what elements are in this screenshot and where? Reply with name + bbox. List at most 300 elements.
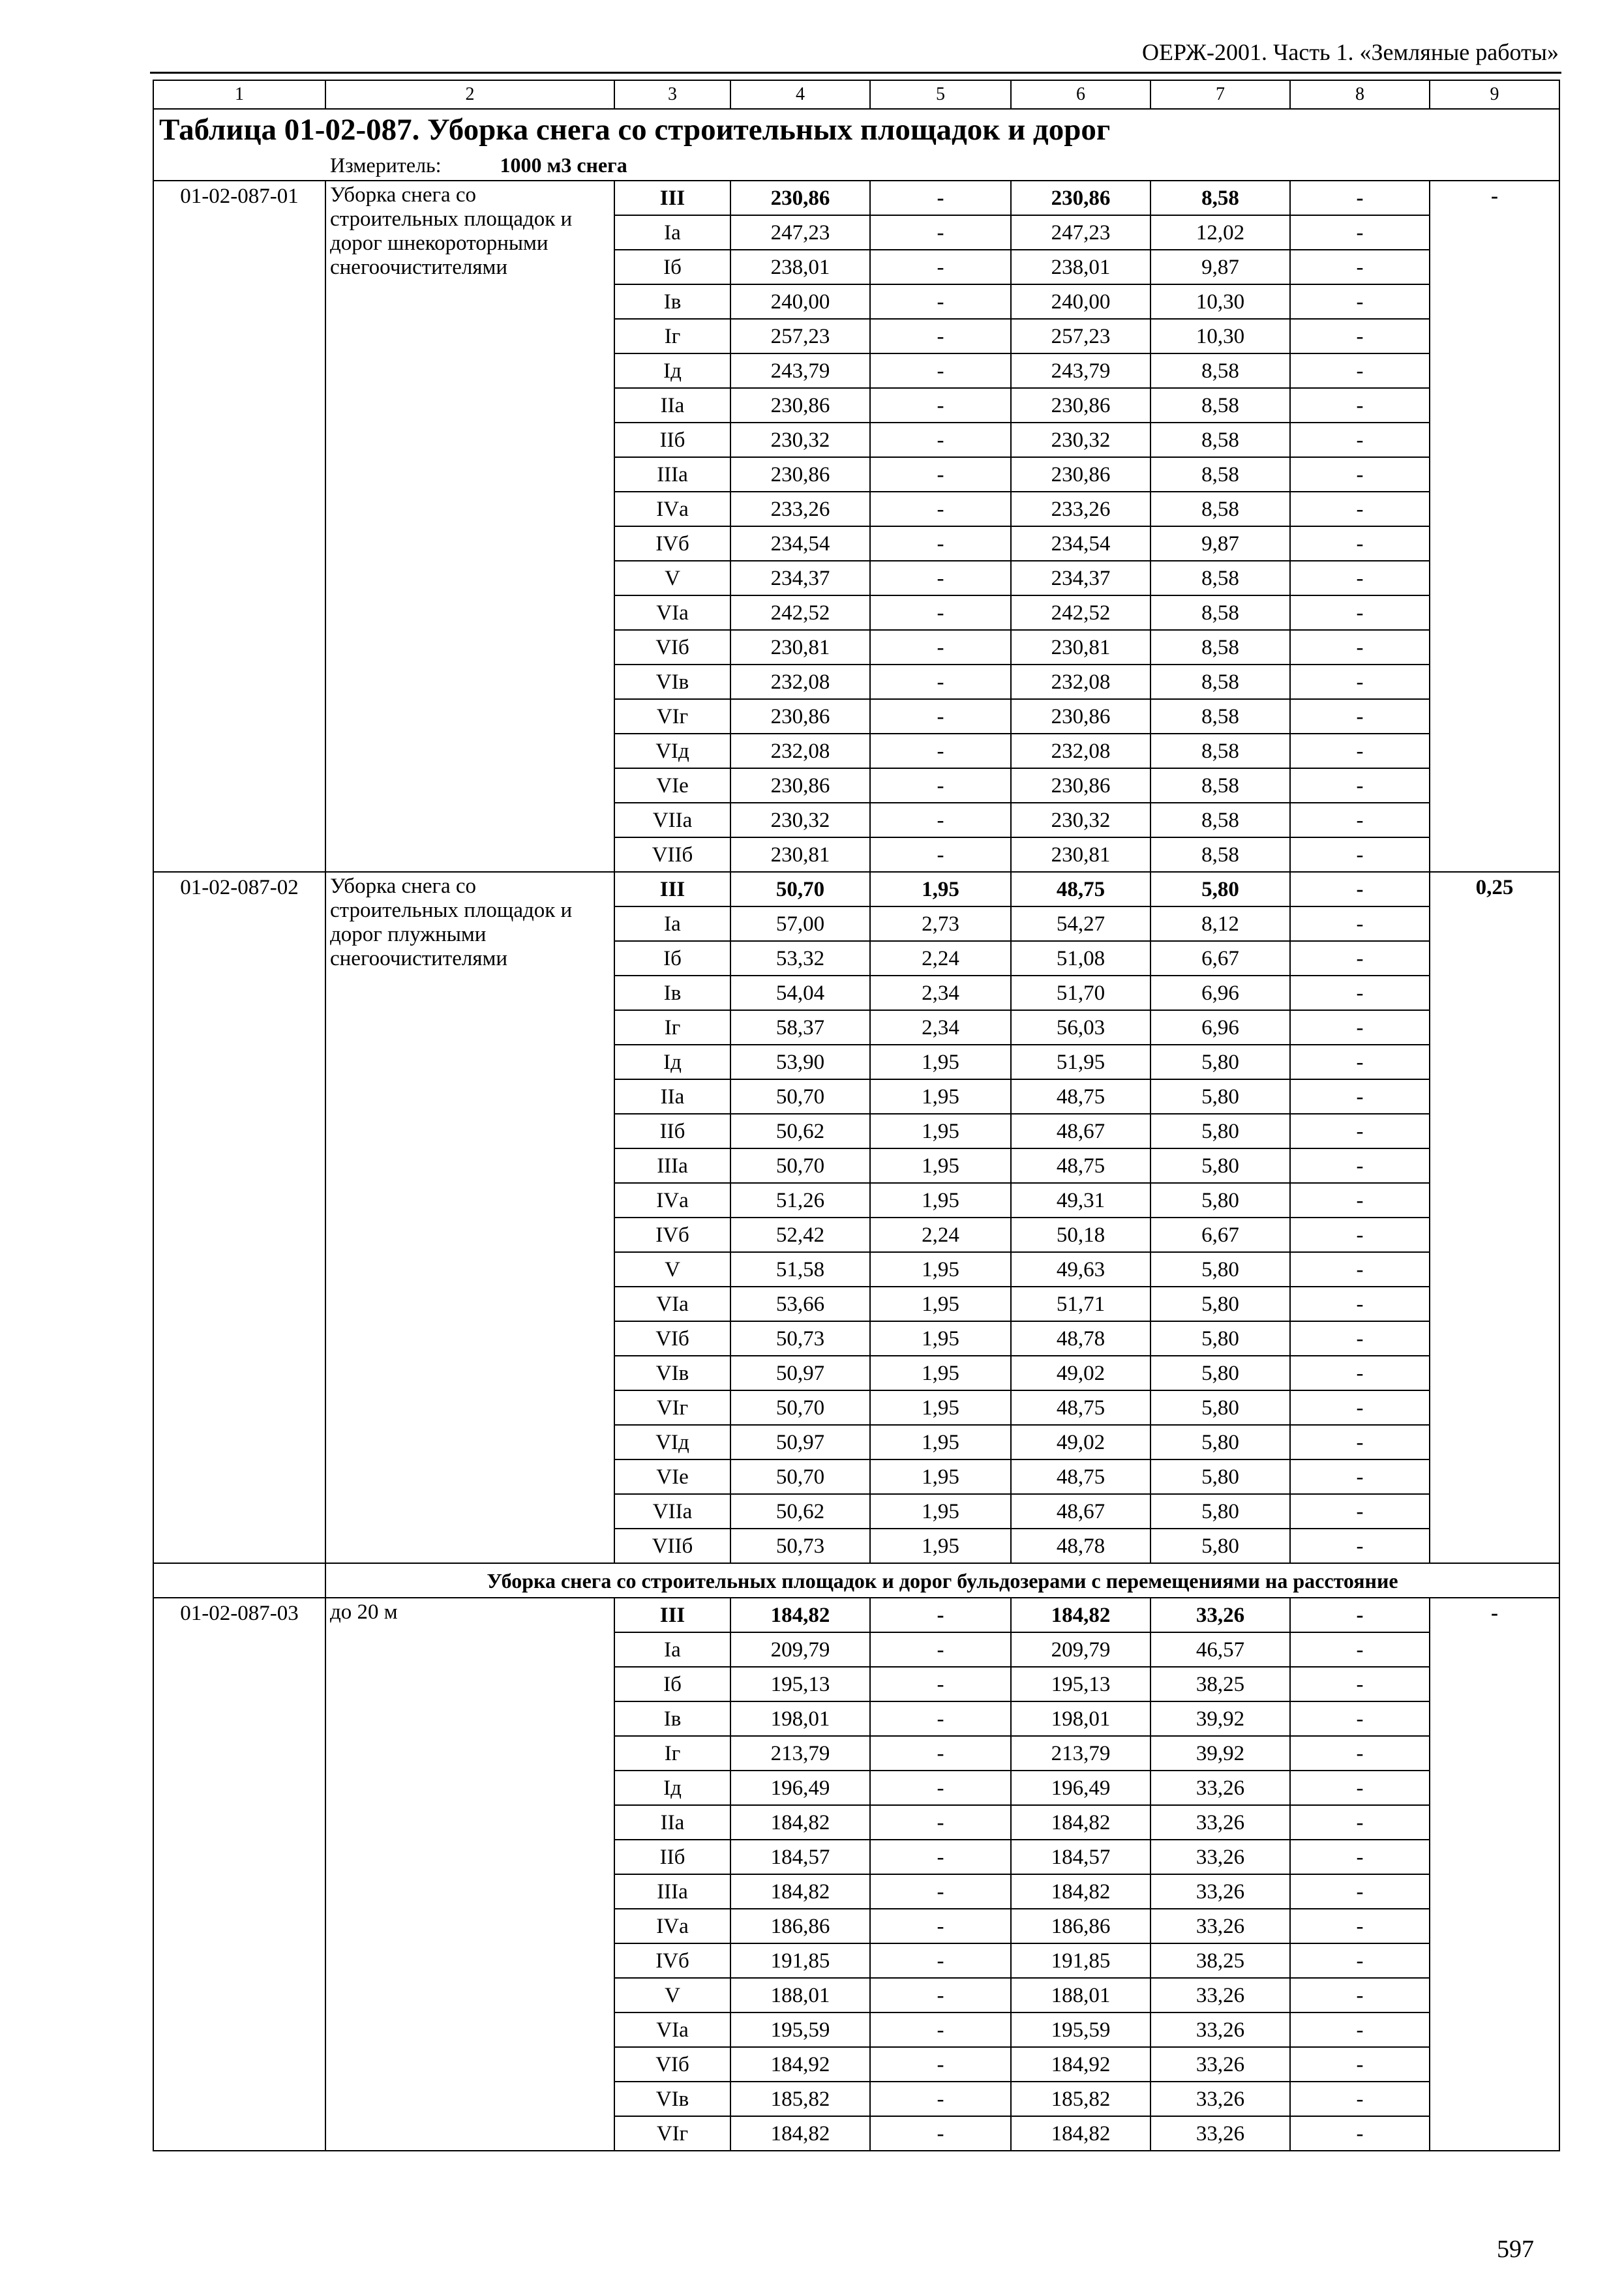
machine-costs: 184,82 [1011, 2116, 1150, 2151]
machine-costs: 234,37 [1011, 561, 1150, 595]
region-code: VIв [614, 1356, 730, 1390]
materials: - [1290, 1632, 1430, 1667]
region-code: IIIа [614, 1874, 730, 1909]
worker-wages: 1,95 [870, 1183, 1011, 1218]
machinist-wages: 5,80 [1150, 1321, 1290, 1356]
col9-value: - [1430, 181, 1559, 872]
worker-wages: - [870, 284, 1011, 319]
direct-costs: 209,79 [730, 1632, 870, 1667]
region-code: IVа [614, 1183, 730, 1218]
region-code: IVб [614, 526, 730, 561]
direct-costs: 50,73 [730, 1321, 870, 1356]
materials: - [1290, 2116, 1430, 2151]
subheader-text: Уборка снега со строительных площадок и дорог бульдозерами с перемещениями на расстояние [325, 1563, 1559, 1598]
column-number: 5 [870, 80, 1011, 109]
materials: - [1290, 1321, 1430, 1356]
machine-costs: 247,23 [1011, 215, 1150, 250]
region-code: IIIа [614, 457, 730, 492]
region-code: VIIа [614, 1494, 730, 1529]
region-code: V [614, 561, 730, 595]
direct-costs: 184,82 [730, 1598, 870, 1632]
direct-costs: 238,01 [730, 250, 870, 284]
machinist-wages: 5,80 [1150, 1079, 1290, 1114]
worker-wages: 2,34 [870, 976, 1011, 1010]
materials: - [1290, 1943, 1430, 1978]
region-code: VIе [614, 1459, 730, 1494]
column-number-row [153, 80, 1559, 109]
machinist-wages: 8,58 [1150, 630, 1290, 665]
machinist-wages: 8,58 [1150, 561, 1290, 595]
region-code: III [614, 1598, 730, 1632]
machinist-wages: 46,57 [1150, 1632, 1290, 1667]
region-code: V [614, 1978, 730, 2012]
norm-description: Уборка снега со строительных площадок и дорог шнекороторными снегоочистителями [325, 181, 614, 872]
machine-costs: 230,81 [1011, 837, 1150, 872]
machinist-wages: 5,80 [1150, 1356, 1290, 1390]
direct-costs: 50,73 [730, 1529, 870, 1563]
machine-costs: 233,26 [1011, 492, 1150, 526]
machinist-wages: 10,30 [1150, 319, 1290, 353]
worker-wages: 1,95 [870, 1390, 1011, 1425]
machine-costs: 209,79 [1011, 1632, 1150, 1667]
machine-costs: 49,31 [1011, 1183, 1150, 1218]
worker-wages: - [870, 2012, 1011, 2047]
column-number: 8 [1290, 80, 1430, 109]
direct-costs: 195,59 [730, 2012, 870, 2047]
materials: - [1290, 906, 1430, 941]
direct-costs: 242,52 [730, 595, 870, 630]
region-code: Iв [614, 1701, 730, 1736]
worker-wages: - [870, 423, 1011, 457]
direct-costs: 51,26 [730, 1183, 870, 1218]
direct-costs: 184,82 [730, 1805, 870, 1840]
worker-wages: - [870, 388, 1011, 423]
machine-costs: 234,54 [1011, 526, 1150, 561]
machinist-wages: 12,02 [1150, 215, 1290, 250]
region-code: Iб [614, 1667, 730, 1701]
machinist-wages: 8,58 [1150, 181, 1290, 215]
worker-wages: - [870, 319, 1011, 353]
materials: - [1290, 1840, 1430, 1874]
worker-wages: 1,95 [870, 872, 1011, 906]
machine-costs: 48,75 [1011, 872, 1150, 906]
machinist-wages: 33,26 [1150, 2047, 1290, 2082]
worker-wages: - [870, 250, 1011, 284]
column-number: 2 [325, 80, 614, 109]
machine-costs: 257,23 [1011, 319, 1150, 353]
machinist-wages: 8,58 [1150, 353, 1290, 388]
machinist-wages: 33,26 [1150, 2082, 1290, 2116]
direct-costs: 243,79 [730, 353, 870, 388]
materials: - [1290, 388, 1430, 423]
machine-costs: 50,18 [1011, 1218, 1150, 1252]
materials: - [1290, 1148, 1430, 1183]
table-row [153, 1598, 1559, 1632]
machine-costs: 242,52 [1011, 595, 1150, 630]
materials: - [1290, 1667, 1430, 1701]
region-code: VIв [614, 2082, 730, 2116]
table-body [153, 80, 1559, 2151]
machinist-wages: 33,26 [1150, 2116, 1290, 2151]
materials: - [1290, 1079, 1430, 1114]
machinist-wages: 5,80 [1150, 1459, 1290, 1494]
region-code: VIб [614, 2047, 730, 2082]
machine-costs: 48,78 [1011, 1321, 1150, 1356]
machine-costs: 48,75 [1011, 1148, 1150, 1183]
machine-costs: 230,86 [1011, 181, 1150, 215]
worker-wages: 1,95 [870, 1356, 1011, 1390]
page-number: 597 [1497, 2236, 1534, 2263]
materials: - [1290, 1183, 1430, 1218]
worker-wages: 1,95 [870, 1529, 1011, 1563]
region-code: IVб [614, 1218, 730, 1252]
materials: - [1290, 1218, 1430, 1252]
machine-costs: 185,82 [1011, 2082, 1150, 2116]
machinist-wages: 6,67 [1150, 941, 1290, 976]
materials: - [1290, 630, 1430, 665]
direct-costs: 191,85 [730, 1943, 870, 1978]
worker-wages: - [870, 353, 1011, 388]
region-code: Iд [614, 353, 730, 388]
materials: - [1290, 492, 1430, 526]
direct-costs: 50,62 [730, 1114, 870, 1148]
machine-costs: 243,79 [1011, 353, 1150, 388]
machine-costs: 195,13 [1011, 1667, 1150, 1701]
worker-wages: 1,95 [870, 1459, 1011, 1494]
machinist-wages: 39,92 [1150, 1701, 1290, 1736]
direct-costs: 53,66 [730, 1287, 870, 1321]
region-code: VIа [614, 595, 730, 630]
materials: - [1290, 1771, 1430, 1805]
machinist-wages: 33,26 [1150, 1909, 1290, 1943]
materials: - [1290, 1874, 1430, 1909]
machinist-wages: 8,58 [1150, 388, 1290, 423]
materials: - [1290, 250, 1430, 284]
region-code: VIг [614, 699, 730, 734]
machine-costs: 230,86 [1011, 699, 1150, 734]
machine-costs: 51,70 [1011, 976, 1150, 1010]
direct-costs: 57,00 [730, 906, 870, 941]
direct-costs: 58,37 [730, 1010, 870, 1045]
machinist-wages: 8,58 [1150, 665, 1290, 699]
region-code: IVа [614, 1909, 730, 1943]
machine-costs: 186,86 [1011, 1909, 1150, 1943]
direct-costs: 50,97 [730, 1356, 870, 1390]
region-code: Iд [614, 1045, 730, 1079]
machinist-wages: 8,58 [1150, 699, 1290, 734]
direct-costs: 185,82 [730, 2082, 870, 2116]
region-code: VIд [614, 734, 730, 768]
machine-costs: 184,92 [1011, 2047, 1150, 2082]
region-code: Iб [614, 250, 730, 284]
subheader-row [153, 1563, 1559, 1598]
machinist-wages: 33,26 [1150, 1978, 1290, 2012]
direct-costs: 213,79 [730, 1736, 870, 1771]
machinist-wages: 8,58 [1150, 803, 1290, 837]
worker-wages: - [870, 561, 1011, 595]
worker-wages: 2,24 [870, 941, 1011, 976]
machine-costs: 49,02 [1011, 1425, 1150, 1459]
materials: - [1290, 976, 1430, 1010]
region-code: Iв [614, 976, 730, 1010]
worker-wages: - [870, 1874, 1011, 1909]
direct-costs: 53,90 [730, 1045, 870, 1079]
region-code: VIг [614, 1390, 730, 1425]
direct-costs: 195,13 [730, 1667, 870, 1701]
region-code: Iб [614, 941, 730, 976]
materials: - [1290, 595, 1430, 630]
worker-wages: 1,95 [870, 1079, 1011, 1114]
machinist-wages: 9,87 [1150, 526, 1290, 561]
region-code: Iв [614, 284, 730, 319]
worker-wages: 2,24 [870, 1218, 1011, 1252]
machinist-wages: 6,67 [1150, 1218, 1290, 1252]
machine-costs: 184,82 [1011, 1598, 1150, 1632]
machinist-wages: 9,87 [1150, 250, 1290, 284]
worker-wages: - [870, 1978, 1011, 2012]
machine-costs: 48,75 [1011, 1079, 1150, 1114]
worker-wages: - [870, 1667, 1011, 1701]
materials: - [1290, 526, 1430, 561]
machine-costs: 195,59 [1011, 2012, 1150, 2047]
col9-value: 0,25 [1430, 872, 1559, 1563]
materials: - [1290, 1356, 1430, 1390]
worker-wages: - [870, 768, 1011, 803]
materials: - [1290, 561, 1430, 595]
worker-wages: - [870, 215, 1011, 250]
machine-costs: 184,82 [1011, 1805, 1150, 1840]
worker-wages: 1,95 [870, 1114, 1011, 1148]
worker-wages: - [870, 1736, 1011, 1771]
direct-costs: 186,86 [730, 1909, 870, 1943]
direct-costs: 198,01 [730, 1701, 870, 1736]
measure-label: Измеритель: [330, 153, 442, 177]
region-code: VIIб [614, 837, 730, 872]
machine-costs: 56,03 [1011, 1010, 1150, 1045]
machinist-wages: 33,26 [1150, 1805, 1290, 1840]
machine-costs: 198,01 [1011, 1701, 1150, 1736]
running-header: ОЕРЖ-2001. Часть 1. «Земляные работы» [1142, 39, 1559, 65]
materials: - [1290, 1425, 1430, 1459]
machine-costs: 48,67 [1011, 1494, 1150, 1529]
region-code: VIа [614, 2012, 730, 2047]
worker-wages: - [870, 1771, 1011, 1805]
direct-costs: 257,23 [730, 319, 870, 353]
machine-costs: 240,00 [1011, 284, 1150, 319]
machine-costs: 230,32 [1011, 803, 1150, 837]
region-code: IIб [614, 1114, 730, 1148]
machinist-wages: 5,80 [1150, 1529, 1290, 1563]
machinist-wages: 33,26 [1150, 1598, 1290, 1632]
worker-wages: - [870, 1632, 1011, 1667]
machine-costs: 49,02 [1011, 1356, 1150, 1390]
table-row [153, 181, 1559, 215]
worker-wages: - [870, 181, 1011, 215]
worker-wages: 1,95 [870, 1252, 1011, 1287]
worker-wages: - [870, 803, 1011, 837]
region-code: III [614, 872, 730, 906]
materials: - [1290, 1494, 1430, 1529]
materials: - [1290, 353, 1430, 388]
direct-costs: 232,08 [730, 734, 870, 768]
norm-code: 01-02-087-03 [153, 1598, 325, 2151]
machine-costs: 230,86 [1011, 388, 1150, 423]
machinist-wages: 5,80 [1150, 872, 1290, 906]
machine-costs: 213,79 [1011, 1736, 1150, 1771]
region-code: IIа [614, 1805, 730, 1840]
materials: - [1290, 803, 1430, 837]
worker-wages: 1,95 [870, 1494, 1011, 1529]
direct-costs: 50,70 [730, 1390, 870, 1425]
materials: - [1290, 665, 1430, 699]
table-row [153, 872, 1559, 906]
materials: - [1290, 1598, 1430, 1632]
direct-costs: 230,86 [730, 388, 870, 423]
direct-costs: 230,81 [730, 837, 870, 872]
worker-wages: - [870, 526, 1011, 561]
header-rule [150, 72, 1561, 74]
worker-wages: 1,95 [870, 1148, 1011, 1183]
worker-wages: - [870, 2116, 1011, 2151]
region-code: VIв [614, 665, 730, 699]
worker-wages: - [870, 837, 1011, 872]
machine-costs: 184,57 [1011, 1840, 1150, 1874]
machinist-wages: 5,80 [1150, 1494, 1290, 1529]
materials: - [1290, 872, 1430, 906]
direct-costs: 232,08 [730, 665, 870, 699]
direct-costs: 51,58 [730, 1252, 870, 1287]
machinist-wages: 33,26 [1150, 2012, 1290, 2047]
direct-costs: 188,01 [730, 1978, 870, 2012]
machine-costs: 48,67 [1011, 1114, 1150, 1148]
direct-costs: 233,26 [730, 492, 870, 526]
region-code: Iг [614, 1010, 730, 1045]
machinist-wages: 8,12 [1150, 906, 1290, 941]
measure-value: 1000 м3 снега [500, 153, 627, 177]
machine-costs: 54,27 [1011, 906, 1150, 941]
materials: - [1290, 1252, 1430, 1287]
norm-code: 01-02-087-01 [153, 181, 325, 872]
norm-code: 01-02-087-02 [153, 872, 325, 1563]
machine-costs: 51,71 [1011, 1287, 1150, 1321]
worker-wages: - [870, 734, 1011, 768]
region-code: VIг [614, 2116, 730, 2151]
materials: - [1290, 457, 1430, 492]
region-code: VIIа [614, 803, 730, 837]
price-table [153, 80, 1560, 2151]
worker-wages: - [870, 699, 1011, 734]
machine-costs: 48,78 [1011, 1529, 1150, 1563]
worker-wages: 1,95 [870, 1287, 1011, 1321]
machine-costs: 232,08 [1011, 734, 1150, 768]
region-code: IVб [614, 1943, 730, 1978]
machinist-wages: 5,80 [1150, 1148, 1290, 1183]
machine-costs: 230,32 [1011, 423, 1150, 457]
direct-costs: 230,32 [730, 803, 870, 837]
region-code: IIа [614, 1079, 730, 1114]
machine-costs: 184,82 [1011, 1874, 1150, 1909]
col9-value: - [1430, 1598, 1559, 2151]
machinist-wages: 5,80 [1150, 1252, 1290, 1287]
machinist-wages: 5,80 [1150, 1287, 1290, 1321]
direct-costs: 230,86 [730, 457, 870, 492]
materials: - [1290, 1390, 1430, 1425]
machinist-wages: 5,80 [1150, 1045, 1290, 1079]
machinist-wages: 8,58 [1150, 734, 1290, 768]
column-number: 7 [1150, 80, 1290, 109]
worker-wages: - [870, 1943, 1011, 1978]
column-number: 9 [1430, 80, 1559, 109]
materials: - [1290, 941, 1430, 976]
direct-costs: 240,00 [730, 284, 870, 319]
measure-row [153, 150, 1559, 181]
machinist-wages: 5,80 [1150, 1425, 1290, 1459]
column-number: 6 [1011, 80, 1150, 109]
direct-costs: 50,62 [730, 1494, 870, 1529]
direct-costs: 184,57 [730, 1840, 870, 1874]
norm-description: до 20 м [325, 1598, 614, 2151]
direct-costs: 230,86 [730, 768, 870, 803]
materials: - [1290, 215, 1430, 250]
machinist-wages: 8,58 [1150, 768, 1290, 803]
region-code: VIд [614, 1425, 730, 1459]
machine-costs: 191,85 [1011, 1943, 1150, 1978]
machine-costs: 51,08 [1011, 941, 1150, 976]
materials: - [1290, 1701, 1430, 1736]
worker-wages: - [870, 630, 1011, 665]
region-code: Iа [614, 1632, 730, 1667]
machine-costs: 51,95 [1011, 1045, 1150, 1079]
materials: - [1290, 181, 1430, 215]
region-code: Iа [614, 215, 730, 250]
worker-wages: - [870, 457, 1011, 492]
direct-costs: 230,86 [730, 181, 870, 215]
worker-wages: - [870, 1598, 1011, 1632]
materials: - [1290, 768, 1430, 803]
materials: - [1290, 837, 1430, 872]
machine-costs: 48,75 [1011, 1390, 1150, 1425]
worker-wages: - [870, 2047, 1011, 2082]
direct-costs: 53,32 [730, 941, 870, 976]
materials: - [1290, 319, 1430, 353]
worker-wages: 1,95 [870, 1321, 1011, 1356]
machine-costs: 49,63 [1011, 1252, 1150, 1287]
materials: - [1290, 2082, 1430, 2116]
machine-costs: 230,86 [1011, 457, 1150, 492]
direct-costs: 234,37 [730, 561, 870, 595]
region-code: V [614, 1252, 730, 1287]
materials: - [1290, 1529, 1430, 1563]
direct-costs: 50,70 [730, 1459, 870, 1494]
machine-costs: 230,81 [1011, 630, 1150, 665]
machine-costs: 238,01 [1011, 250, 1150, 284]
machinist-wages: 5,80 [1150, 1183, 1290, 1218]
region-code: IIб [614, 423, 730, 457]
region-code: VIб [614, 1321, 730, 1356]
region-code: VIб [614, 630, 730, 665]
machinist-wages: 38,25 [1150, 1667, 1290, 1701]
machinist-wages: 33,26 [1150, 1840, 1290, 1874]
worker-wages: - [870, 595, 1011, 630]
direct-costs: 196,49 [730, 1771, 870, 1805]
norm-description: Уборка снега со строительных площадок и дорог плужными снегоочистителями [325, 872, 614, 1563]
materials: - [1290, 1736, 1430, 1771]
machinist-wages: 6,96 [1150, 1010, 1290, 1045]
direct-costs: 230,81 [730, 630, 870, 665]
machine-costs: 196,49 [1011, 1771, 1150, 1805]
title-row [153, 109, 1559, 150]
column-number: 3 [614, 80, 730, 109]
